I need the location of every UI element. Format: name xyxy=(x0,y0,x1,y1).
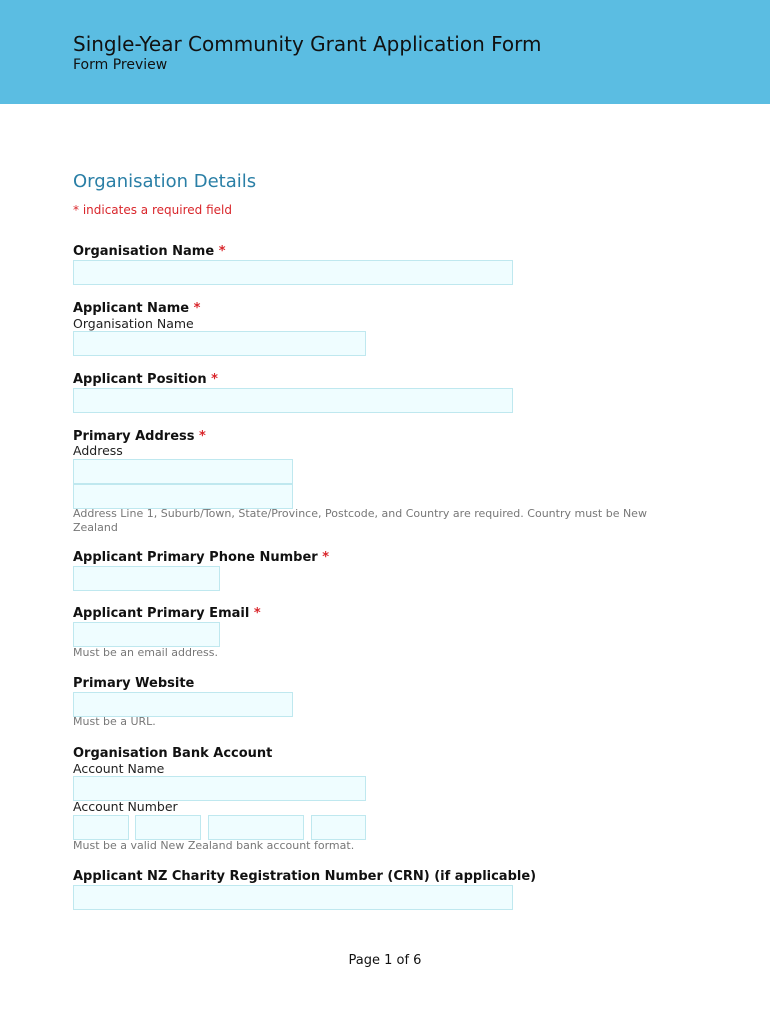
primary-address-sublabel: Address xyxy=(73,443,123,458)
org-name-label-text: Organisation Name xyxy=(73,244,215,259)
email-label-text: Applicant Primary Email xyxy=(73,606,250,621)
section-title: Organisation Details xyxy=(73,171,257,192)
applicant-name-label-text: Applicant Name xyxy=(73,301,190,316)
phone-label xyxy=(73,550,329,565)
account-number-branch-input[interactable] xyxy=(135,815,201,840)
applicant-position-label xyxy=(73,372,218,387)
website-label: Primary Website xyxy=(73,676,195,691)
applicant-name-sublabel: Organisation Name xyxy=(73,316,194,331)
bank-account-help: Must be a valid New Zealand bank account format. xyxy=(73,839,355,852)
account-number-suffix-input[interactable] xyxy=(311,815,366,840)
required-field-note: * indicates a required field xyxy=(73,203,232,217)
required-star: * xyxy=(218,244,226,259)
applicant-position-label-text: Applicant Position xyxy=(73,372,207,387)
form-title: Single-Year Community Grant Application Form xyxy=(73,32,542,56)
address-line-2-input[interactable] xyxy=(73,484,293,509)
account-name-input[interactable] xyxy=(73,776,366,801)
required-star: * xyxy=(211,372,218,387)
account-number-account-input[interactable] xyxy=(208,815,304,840)
primary-address-help: Address Line 1, Suburb/Town, State/Province, Postcode, and Country are required. Country must be New Zealand xyxy=(73,507,647,534)
required-star: * xyxy=(193,301,201,316)
account-name-sublabel: Account Name xyxy=(73,761,165,776)
org-name-input[interactable] xyxy=(73,260,513,285)
required-star: * xyxy=(322,550,330,565)
account-number-bank-input[interactable] xyxy=(73,815,129,840)
form-subtitle: Form Preview xyxy=(73,57,168,73)
crn-label: Applicant NZ Charity Registration Number (CRN) (if applicable) xyxy=(73,869,537,884)
applicant-position-input[interactable] xyxy=(73,388,513,413)
applicant-name-input[interactable] xyxy=(73,331,366,356)
crn-input[interactable] xyxy=(73,885,513,910)
required-star: * xyxy=(253,606,261,621)
email-help: Must be an email address. xyxy=(73,646,219,659)
website-input[interactable] xyxy=(73,692,293,717)
address-line-1-input[interactable] xyxy=(73,459,293,484)
org-name-label xyxy=(73,244,226,259)
email-input[interactable] xyxy=(73,622,220,647)
phone-input[interactable] xyxy=(73,566,220,591)
website-help: Must be a URL. xyxy=(73,715,156,728)
account-number-sublabel: Account Number xyxy=(73,799,178,814)
primary-address-label-text: Primary Address xyxy=(73,429,195,444)
required-star: * xyxy=(199,429,206,444)
applicant-name-label xyxy=(73,301,200,316)
primary-address-label xyxy=(73,429,206,444)
bank-account-label: Organisation Bank Account xyxy=(73,746,273,761)
phone-label-text: Applicant Primary Phone Number xyxy=(73,550,318,565)
header-banner xyxy=(0,0,770,104)
email-label xyxy=(73,606,261,621)
page-indicator: Page 1 of 6 xyxy=(348,953,422,968)
